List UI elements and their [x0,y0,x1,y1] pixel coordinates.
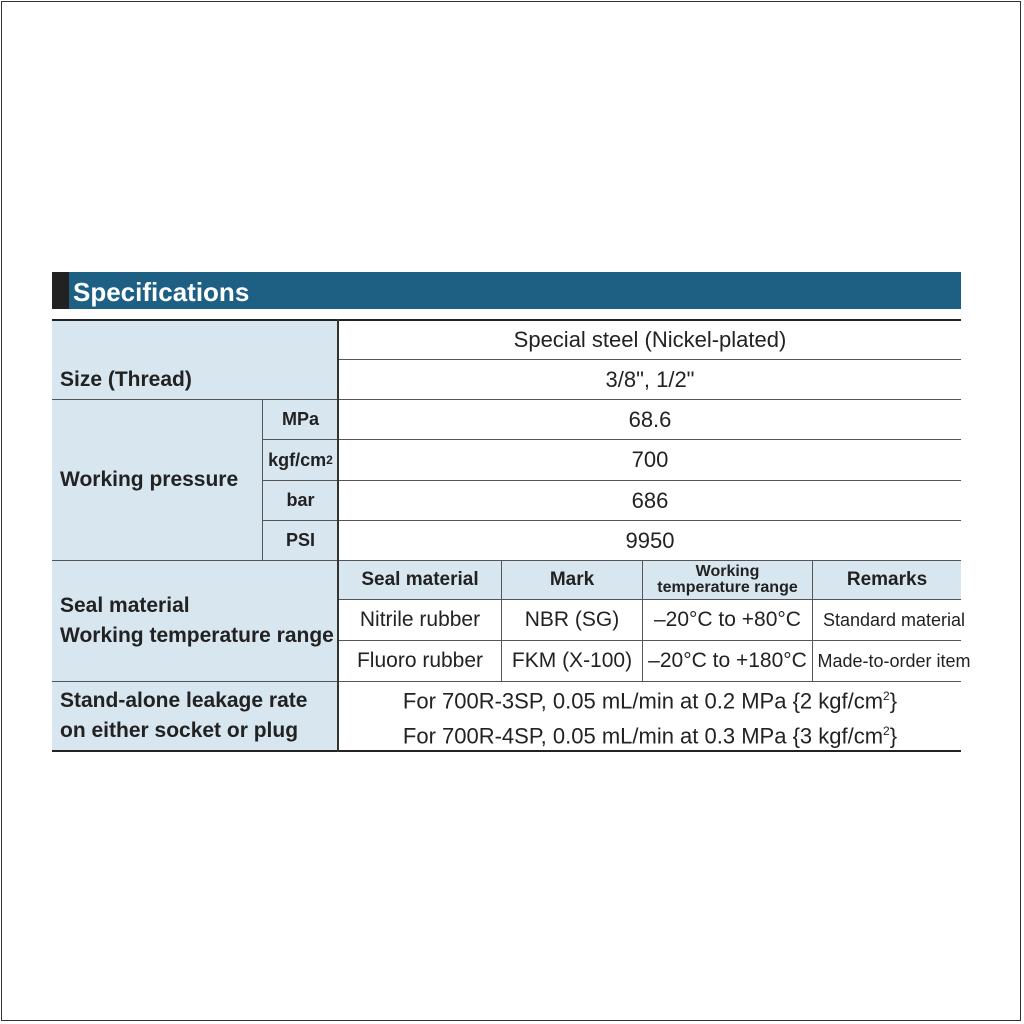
seal-label-line1: Seal material [60,594,190,617]
pressure-unit-psi: PSI [285,530,315,550]
leakage-label-line2: on either socket or plug [60,719,299,742]
rule-row8 [339,640,961,641]
pressure-unit-kgf-text: kgf/cm [268,449,327,470]
header-accent-tab [52,272,69,309]
seal-header-remarks: Remarks [813,561,961,599]
leakage-value [339,682,961,750]
seal-row2-temp: –20°C to +180°C [648,649,807,672]
seal-header-temp-line2: temperature range [657,579,798,596]
seal-header-mark: Mark [502,561,642,599]
pressure-unit-mpa: MPa [281,409,319,429]
seal-row2-remarks: Made-to-order item [817,650,971,671]
rule-row9 [52,681,961,682]
rule-row1 [339,359,961,360]
seal-header-temperature [643,561,812,599]
seal-row2-material: Fluoro rubber [339,641,501,681]
pressure-unit-kgf-sup: 2 [326,453,333,467]
seal-row1-material: Nitrile rubber [339,600,501,640]
leakage-line1 [403,681,897,716]
leakage-label [52,682,338,750]
pressure-value-psi: 9950 [625,527,675,553]
seal-row1-mark: NBR (SG) [524,608,620,631]
material-value: Special steel (Nickel-plated) [513,327,787,352]
rule-row3 [263,439,961,440]
seal-header-temp-line1: Working [695,563,760,580]
leakage-line1-close: } [889,688,898,713]
specifications-header [52,272,961,309]
size-label: Size (Thread) [60,367,192,391]
working-pressure-label: Working pressure [60,468,239,491]
leakage-line2-close: } [889,723,898,749]
specifications-table [52,319,971,752]
rule-seal-col2 [642,561,643,681]
rule-top [52,319,961,321]
seal-label-line2: Working temperature range [60,624,334,647]
rule-unit-divider [262,400,263,560]
leakage-label-line1: Stand-alone leakage rate [60,689,308,712]
leakage-line1-text: For 700R-3SP, 0.05 mL/min at 0.2 MPa {2 kgf/cm [402,688,884,713]
rule-row6 [52,560,961,561]
rule-seal-col3 [812,561,813,681]
pressure-value-bar: 686 [631,487,669,513]
rule-row4 [263,480,961,481]
seal-header-material: Seal material [339,561,501,599]
seal-row1-temp: –20°C to +80°C [654,608,801,631]
rule-label-divider [337,319,339,752]
rule-seal-col1 [501,561,502,681]
rule-row5 [263,520,961,521]
page-title: Specifications [73,277,250,307]
seal-row2-mark: FKM (X-100) [511,649,633,672]
pressure-value-mpa: 68.6 [628,406,672,432]
leakage-line2-sup: 2 [883,724,890,738]
leakage-line2-text: For 700R-4SP, 0.05 mL/min at 0.3 MPa {3 kgf/cm [402,723,884,749]
rule-bottom [52,750,961,752]
rule-row7 [339,599,961,600]
leakage-line2 [403,716,897,751]
leakage-line1-sup: 2 [883,688,890,703]
seal-material-label [52,561,352,681]
pressure-unit-bar: bar [286,490,315,510]
pressure-unit-kgf [263,440,338,480]
seal-row1-remarks: Standard material [822,609,966,630]
size-value: 3/8", 1/2" [605,366,695,392]
pressure-value-kgf: 700 [631,447,669,472]
rule-row2 [52,399,961,400]
